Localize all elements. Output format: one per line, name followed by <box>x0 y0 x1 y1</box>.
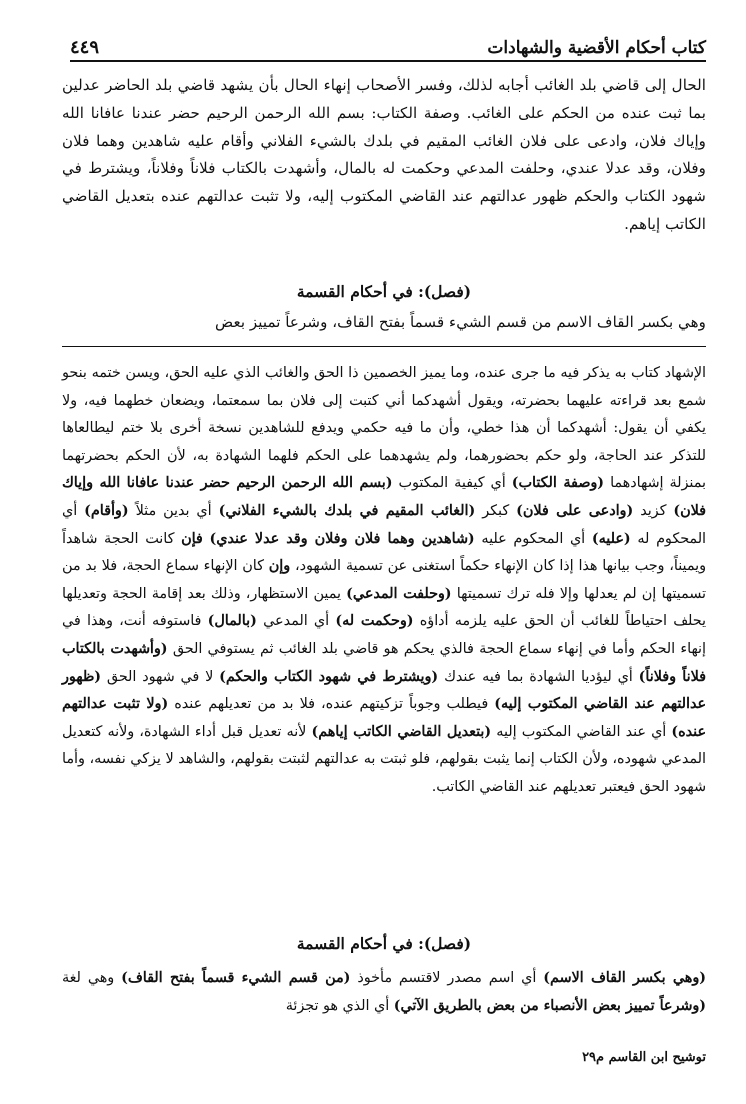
sharh-text: أي ليؤديا الشهادة بما فيه عندك <box>444 668 633 685</box>
sharh-text: لأنه تعديل قبل أداء الشهادة، ولأنه كتعديل المدعي شهوده، ولأن الكتاب إنما يثبت بقولهم، فلو ثبتت به عدالتهم لثبتت بقولهم، والشاهد لا يزكي نفسه، وأما شهود الحق فيعتبر تعديلهم عند القاضي الكاتب. <box>62 723 706 795</box>
sharh-paragraph-2 <box>62 965 706 1020</box>
sharh-bold: (ويشترط في شهود الكتاب والحكم) <box>219 668 439 685</box>
sharh-text: أي المدعي <box>263 613 330 630</box>
sharh-text: كزيد <box>640 502 667 519</box>
sharh-text: أي كيفية المكتوب <box>398 475 506 492</box>
sharh-bold: وإن <box>268 558 291 575</box>
sharh-text: الإشهاد كتاب به يذكر فيه ما جرى عنده، وما يميز الخصمين ذا الحق والغائب الذي عليه الحق، ويسن ختمه بنحو شمع بعد قراءته عليهما بحضرته، ويقول أشهدكما أني كتبت إلى فلان بما سمعتما، ويضعان خطهما فيه، ولا يكفي أن يقول: أشهدكما أن هذا خطي، وأن ما فيه حكمي ويدفع للشاهدين نسخة أخرى بلا ختم ليطالعاها للتذكر عند الحاجة، ولو حكم بحضورهما، ولم يشهدهما على الحكم فلهما الشهادة به، لأن الحكم بحضرتهما بمنزلة إشهادهما <box>62 365 706 492</box>
sharh-bold: (ولا تثبت عدالتهم عنده) <box>62 696 707 740</box>
chapter-title: كتاب أحكام الأقضية والشهادات <box>487 38 706 58</box>
sharh-text: أي عند القاضي المكتوب إليه <box>496 723 667 740</box>
sharh-block <box>62 360 706 802</box>
sharh-bold: (بسم الله الرحمن الرحيم حضر عندنا عافانا الله وإياك فلان) <box>62 475 707 519</box>
sharh-text: أي بدين مثلاً <box>135 502 212 519</box>
sharh-bold: (وصفة الكتاب) <box>511 475 605 492</box>
sharh-text: كانت الحجة شاهداً ويميناً، وجب بيانها هذا إذا كان الإنهاء حكماً استغنى عن تسمية الشهود، <box>62 530 707 575</box>
sharh-text: كبكر <box>482 502 510 519</box>
page-footer: توشيح ابن القاسم م٢٩ <box>582 1050 706 1065</box>
sharh-paragraph-1 <box>62 360 706 802</box>
sharh-bold: (وشرعاً تمييز بعض الأنصباء من بعض بالطريق الآتي) <box>393 997 706 1014</box>
separator-line <box>62 346 706 347</box>
sharh-bold: (وهي بكسر القاف الاسم) <box>543 970 707 986</box>
sharh-bold: (بتعديل القاضي الكاتب إياهم) <box>311 723 492 740</box>
sharh-bold: (الغائب المقيم في بلدك بالشيء الفلاني) <box>218 502 476 519</box>
sharh-bold: (ظهور عدالتهم عند القاضي المكتوب إليه) <box>62 668 706 713</box>
matn-section-line: وهي بكسر القاف الاسم من قسم الشيء قسماً بفتح القاف، وشرعاً تمييز بعض <box>214 313 706 331</box>
page-header <box>70 26 706 62</box>
sharh-bold: (وأقام) <box>84 502 129 519</box>
sharh-bold: فإن <box>181 530 203 547</box>
sharh-bold: (وحكمت له) <box>335 613 414 630</box>
matn-block <box>62 72 706 239</box>
sharh-text: وهي لغة <box>62 970 115 986</box>
sharh-text: أي اسم مصدر لاقتسم مأخوذ <box>357 970 537 986</box>
sharh-bold: (وادعى على فلان) <box>516 502 634 519</box>
sharh-text: أي المحكوم عليه <box>481 530 586 547</box>
sharh-bold: (وحلفت المدعي) <box>346 585 452 602</box>
sharh-section-block <box>62 965 706 1020</box>
matn-section-block <box>62 309 706 337</box>
page-number: ٤٤٩ <box>70 37 100 58</box>
sharh-text: فيطلب وجوباً تزكيتهم عنده، فلا بد من تعديلهم عنده <box>174 696 489 713</box>
sharh-text: لا في شهود الحق <box>106 668 214 685</box>
matn-section-heading: (فصل): في أحكام القسمة <box>296 282 472 301</box>
sharh-text: أي المحكوم له <box>62 502 707 547</box>
sharh-bold: (شاهدين وهما فلان وفلان وقد عدلا عندي) <box>209 530 475 547</box>
sharh-text: كان الإنهاء سماع الحجة، فلا بد من تسميتها إن لم يعدلها وإلا فله ترك تسميتها <box>62 558 706 602</box>
matn-paragraph: الحال إلى قاضي بلد الغائب أجابه لذلك، وفسر الأصحاب إنهاء الحال بأن يشهد قاضي بلد الحاضر عدلين بما ثبت عنده من الحكم على الغائب. وصفة الكتاب: بسم الله الرحمن الرحيم حضر عندنا عافانا الله وإياك فلان، وادعى على فلان الغائب المقيم في بلدك بالشيء الفلاني وأقام عليه شاهدين وهما فلان وفلان، وقد عدلا عندي، وحلفت المدعي وحكمت له بالمال، وأشهدت بالكتاب فلاناً وفلاناً، ويشترط في شهود الكتاب والحكم ظهور عدالتهم عند القاضي المكتوب إليه، ولا تثبت عدالتهم عنده بتعديل القاضي الكاتب إياهم. <box>62 76 706 233</box>
sharh-text: يمين الاستظهار، وذلك بعد إقامة الحجة وتعديلها يحلف احتياطاً للغائب أن الحق عليه يلزمه أداؤه <box>62 585 706 630</box>
sharh-bold: (وأشهدت بالكتاب فلاناً وفلاناً) <box>62 640 707 685</box>
sharh-bold: (من قسم الشيء قسماً بفتح القاف) <box>121 970 351 986</box>
sharh-section-heading: (فصل): في أحكام القسمة <box>296 934 472 953</box>
sharh-bold: (عليه) <box>591 530 631 547</box>
sharh-bold: (بالمال) <box>207 613 257 630</box>
sharh-text: فاستوفه أنت، وهذا في إنهاء الحكم وأما في إنهاء سماع الحجة فالذي يحكم هو قاضي بلد الغائب ثم يستوفي الحق <box>62 613 706 657</box>
sharh-text: أي الذي هو تجزئة <box>285 997 390 1014</box>
